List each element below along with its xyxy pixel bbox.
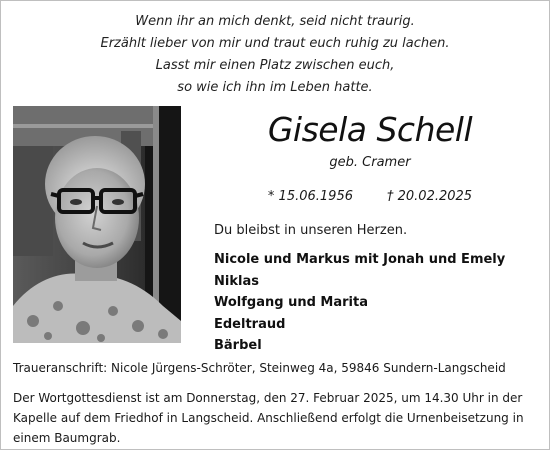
poem-line: so wie ich ihn im Leben hatte.	[177, 80, 373, 95]
mourners-list	[214, 249, 505, 357]
birth-date: * 15.06.1956	[267, 189, 353, 204]
mourner-entry: Niklas	[214, 273, 259, 289]
service-details	[13, 388, 538, 448]
intro-text: Du bleibst in unseren Herzen.	[214, 223, 408, 238]
poem-line: Wenn ihr an mich denkt, seid nicht traurig.	[135, 14, 415, 29]
poem	[0, 11, 550, 99]
mourning-address: Traueranschrift: Nicole Jürgens-Schröter, Steinweg 4a, 59846 Sundern-Langscheid	[13, 361, 506, 375]
poem-line: Lasst mir einen Platz zwischen euch,	[155, 58, 395, 73]
service-line: einem Baumgrab.	[13, 431, 121, 445]
maiden-name: geb. Cramer	[329, 155, 411, 170]
portrait-image	[13, 106, 181, 343]
life-dates	[210, 187, 530, 207]
death-date: † 20.02.2025	[387, 189, 473, 204]
deceased-name: Gisela Schell	[267, 110, 473, 149]
mourner-entry: Wolfgang und Marita	[214, 295, 368, 310]
service-line: Kapelle auf dem Friedhof in Langscheid. Anschließend erfolgt die Urnenbeisetzung in	[13, 411, 524, 425]
mourner-entry: Bärbel	[214, 338, 262, 353]
portrait-photo	[13, 106, 181, 343]
poem-line: Erzählt lieber von mir und traut euch ruhig zu lachen.	[100, 36, 450, 51]
mourner-entry: Edeltraud	[214, 316, 286, 332]
service-line: Der Wortgottesdienst ist am Donnerstag, den 27. Februar 2025, um 14.30 Uhr in der	[13, 391, 523, 405]
mourner-entry: Nicole und Markus mit Jonah und Emely	[214, 252, 506, 267]
